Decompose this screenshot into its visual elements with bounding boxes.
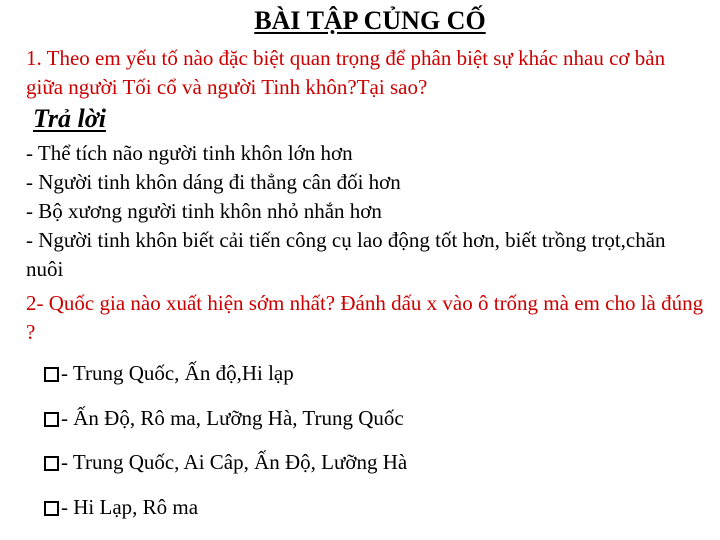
option-item[interactable] — [44, 404, 407, 449]
checkbox[interactable] — [44, 501, 59, 516]
answer-heading: Trả lời — [33, 104, 106, 133]
option-label: - Trung Quốc, Ấn độ,Hi lạp — [61, 361, 294, 385]
option-item[interactable] — [44, 493, 407, 538]
answer-item: - Người tinh khôn dáng đi thẳng cân đối hơn — [26, 170, 401, 194]
option-label: - Trung Quốc, Ai Câp, Ấn Độ, Lưỡng Hà — [61, 450, 408, 474]
option-label: - Ấn Độ, Rô ma, Lưỡng Hà, Trung Quốc — [61, 405, 404, 430]
answer-item: - Người tinh khôn biết cải tiến công cụ lao động tốt hơn, biết trồng trọt,chăn nuôi — [26, 228, 666, 281]
option-label: - Hi Lạp, Rô ma — [61, 494, 199, 519]
answer-list — [26, 139, 706, 284]
checkbox[interactable] — [44, 456, 59, 471]
answer-item: - Bộ xương người tinh khôn nhỏ nhắn hơn — [26, 199, 382, 223]
checkbox[interactable] — [44, 367, 59, 382]
checkbox[interactable] — [44, 412, 59, 427]
option-item[interactable] — [44, 448, 407, 493]
answer-item: - Thể tích não người tinh khôn lớn hơn — [26, 141, 353, 165]
option-list — [44, 359, 407, 537]
question-2: 2- Quốc gia nào xuất hiện sớm nhất? Đánh dấu x vào ô trống mà em cho là đúng ? — [26, 291, 704, 344]
option-item[interactable] — [44, 359, 407, 404]
question-1: 1. Theo em yếu tố nào đặc biệt quan trọng để phân biệt sự khác nhau cơ bản giữa người Tối cổ và người Tinh khôn?Tại sao? — [26, 46, 666, 99]
page-title: BÀI TẬP CỦNG CỐ — [254, 6, 486, 35]
